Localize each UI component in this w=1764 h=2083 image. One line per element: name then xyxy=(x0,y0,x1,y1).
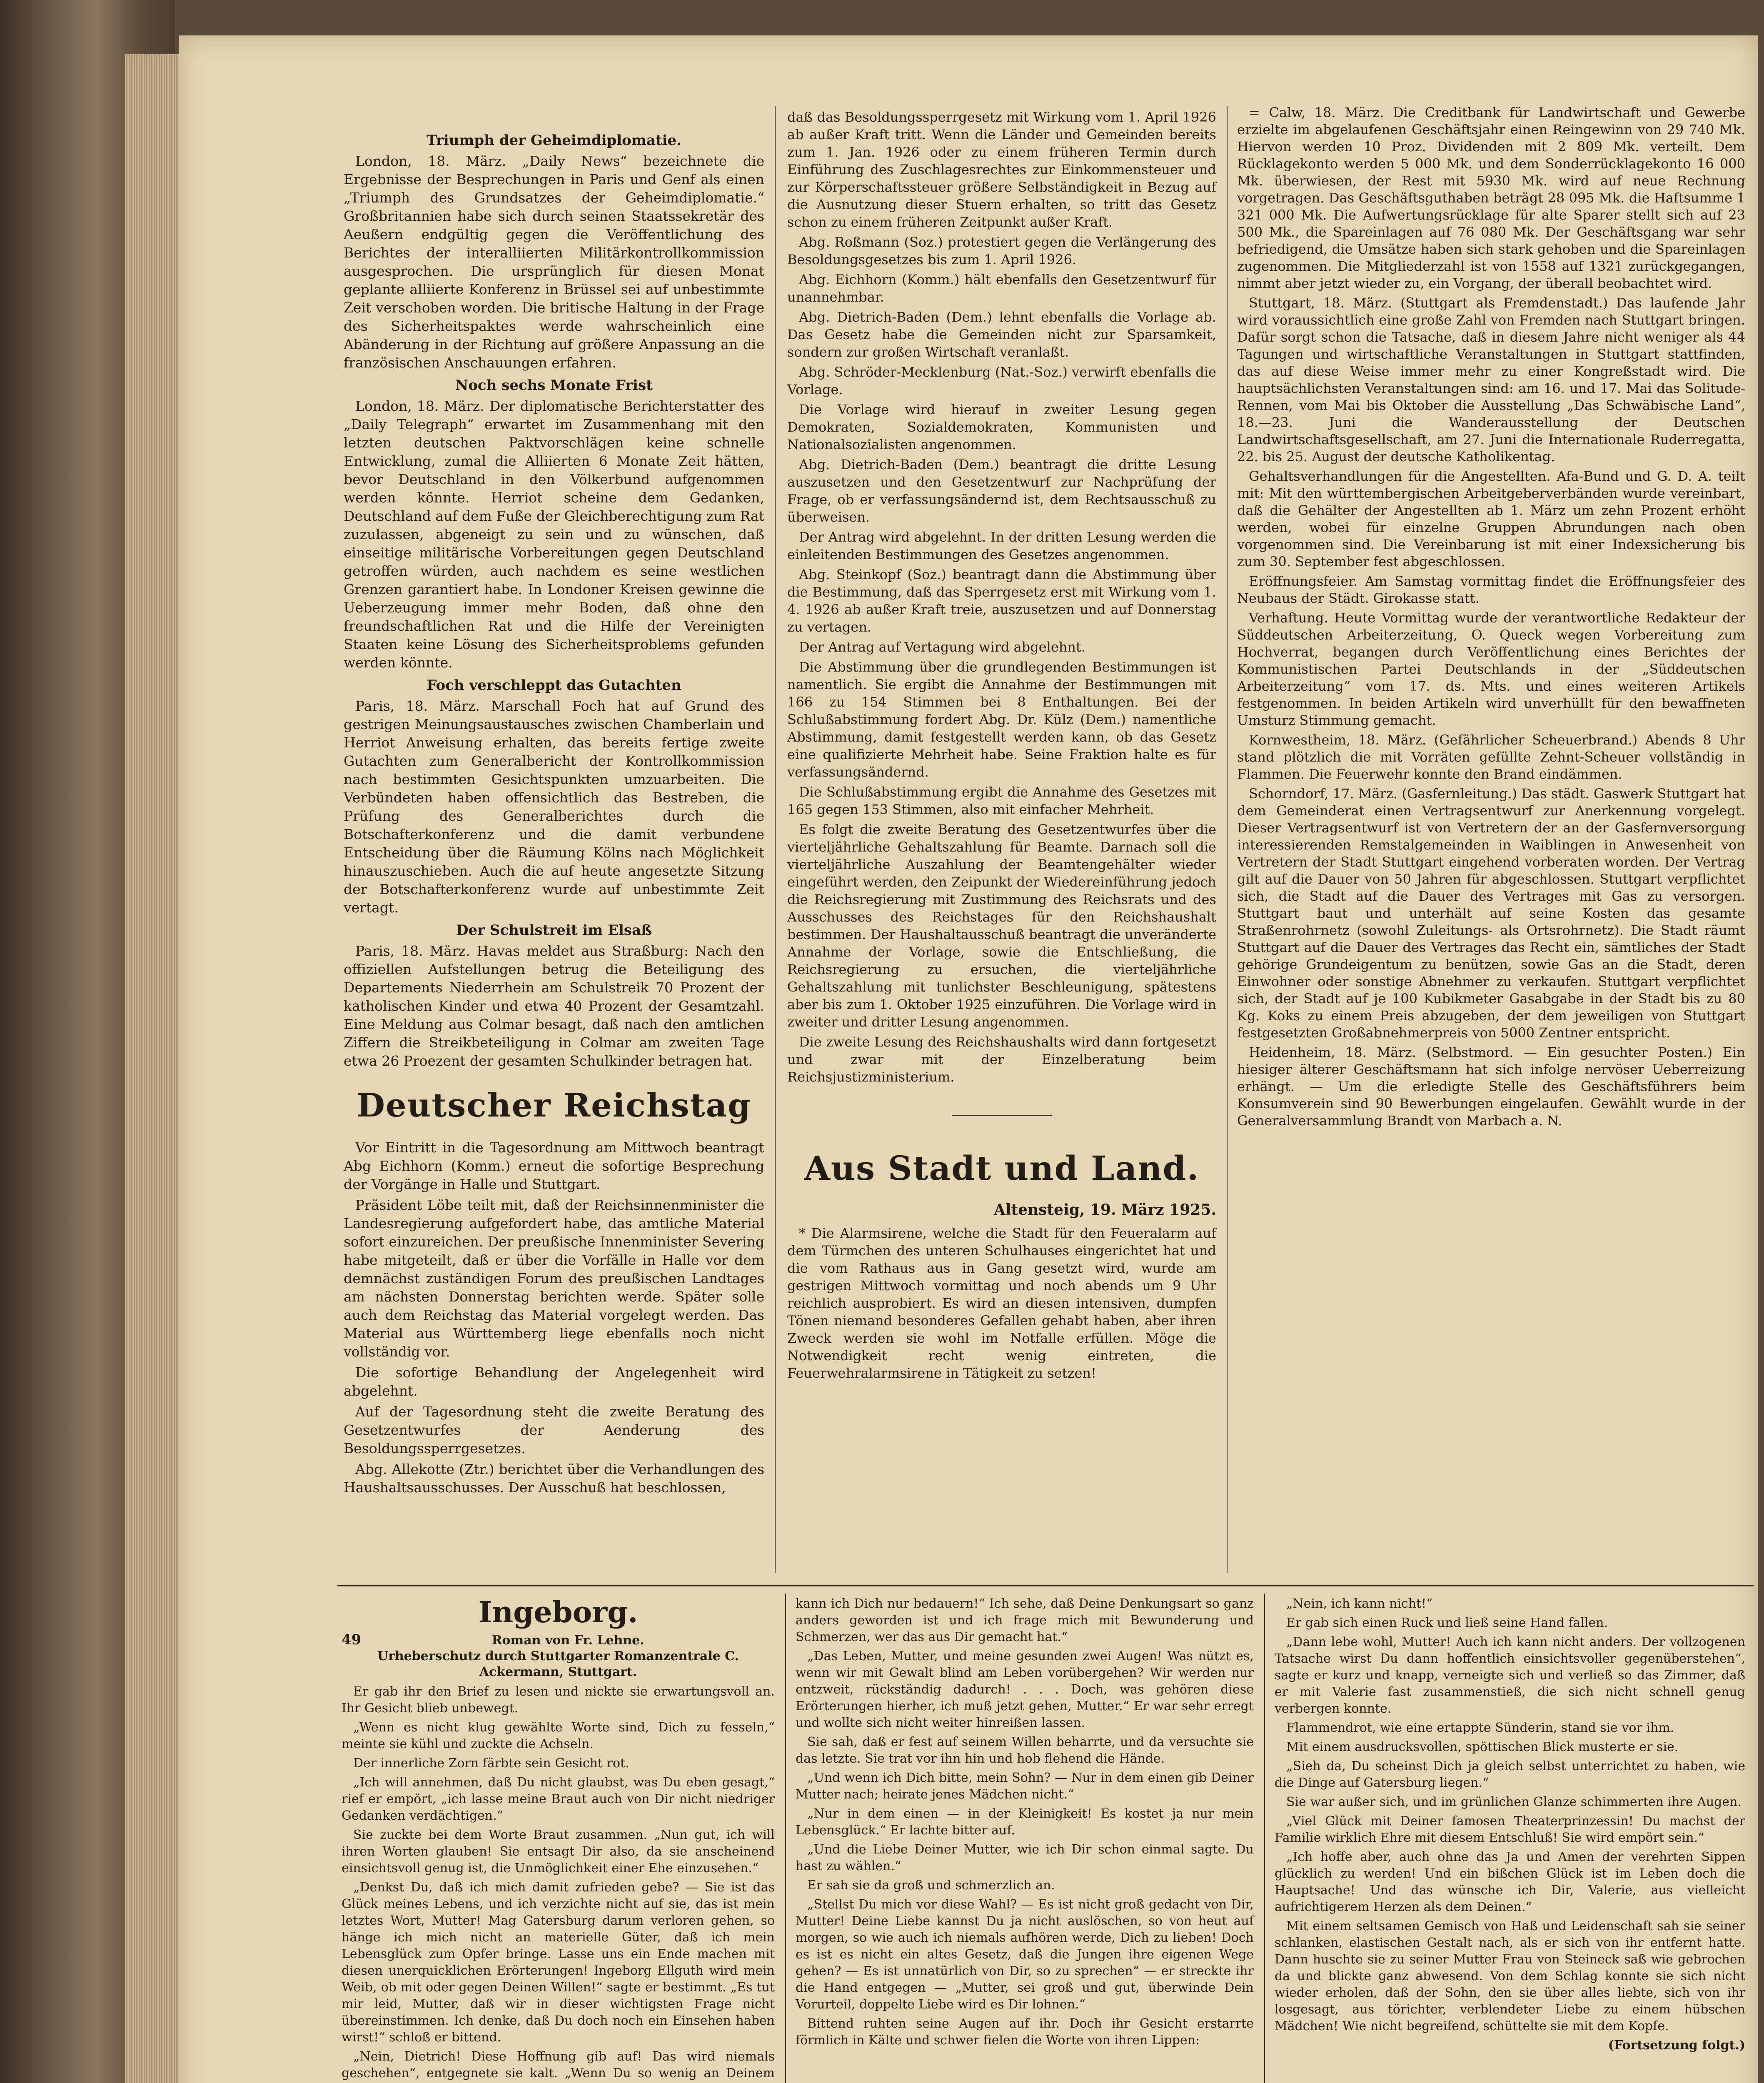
serial-paragraph: Mit einem seltsamen Gemisch von Haß und Leidenschaft sah sie seiner schlanken, elastischen Gestalt nach, als er sich von ihr entfernt hatte. Dann huschte sie zu seiner Mutter Frau von Steineck saß wie gebrochen da und blickte ganz abwesend. Von dem Schlag konnte sie sich nicht wieder erholen, daß der Sohn, den sie über alles liebte, sich von ihr losgesagt, aus törichter, verblendeter Liebe zu einem hübschen Mädchen! Wie nicht begreifend, schüttelte sie mit dem Kopfe. xyxy=(1275,1919,1745,2033)
column-1 xyxy=(344,127,764,1499)
serial-title: Ingeborg. xyxy=(478,1595,638,1629)
headline-geheimdiplomatie: Triumph der Geheimdiplomatie. xyxy=(427,132,681,149)
article-paragraph: Die Schlußabstimmung ergibt die Annahme des Gesetzes mit 165 gegen 153 Stimmen, also mit einfacher Mehrheit. xyxy=(787,784,1216,817)
column-3 xyxy=(1237,104,1745,1132)
serial-paragraph: „Dann lebe wohl, Mutter! Auch ich kann nicht anders. Der vollzogenen Tatsache wirst Du dann hoffentlich einsichtsvoller gegenüberstehen“, sagte er kurz und knapp, verneigte sich und verließ so das Zimmer, daß er mit Valerie fast zusammenstieß, die sich nicht schnell genug verbergen konnte. xyxy=(1275,1635,1745,1716)
serial-paragraph: Flammendrot, wie eine ertappte Sünderin, stand sie vor ihm. xyxy=(1286,1721,1674,1735)
serial-paragraph: Mit einem ausdrucksvollen, spöttischen Blick musterte er sie. xyxy=(1286,1740,1679,1754)
serial-paragraph: Bittend ruhten seine Augen auf ihr. Doch ihr Gesicht erstarrte förmlich in Kälte und schwer fielen die Worte von ihren Lippen: xyxy=(796,2016,1254,2048)
article-paragraph: Paris, 18. März. Havas meldet aus Straßburg: Nach den offiziellen Aufstellungen betrug die Beteiligung des Departements Niederrhein am Schulstreik 70 Prozent der katholischen Kinder und etwa 40 Prozent der Gesamtzahl. Eine Meldung aus Colmar besagt, daß nach den amtlichen Ziffern die Streikbeteiligung in Colmar am zweiten Tage etwa 26 Proezent der gesamten Schulkinder betragen hat. xyxy=(344,943,764,1069)
serial-paragraph: „Viel Glück mit Deiner famosen Theaterprinzessin! Du machst der Familie wirklich Ehre mit diesem Entschluß! Sie wird empört sein.“ xyxy=(1275,1814,1745,1845)
article-paragraph: Der Antrag auf Vertagung wird abgelehnt. xyxy=(799,639,1086,655)
article-paragraph: Schorndorf, 17. März. (Gasfernleitung.) Das städt. Gaswerk Stuttgart hat dem Gemeinderat einen Vertragsentwurf zur Anerkennung vorgelegt. Dieser Vertragsentwurf ist von Vertretern der an der Gasfernversorgung interessierenden Remstalgemeinden in Waiblingen in Anwesenheit von Vertretern der Stadt Stuttgart eingehend vorberaten worden. Der Vertrag gilt auf die Dauer von 50 Jahren für abgeschlossen. Stuttgart verpflichtet sich, die Stadt auf die Dauer des Vertrages mit Gas zu versorgen. Stuttgart baut und unterhält auf seine Kosten das gesamte Straßenrohrnetz (sowohl Zuleitungs- als Ortsrohrnetz). Die Stadt räumt Stuttgart auf die Dauer des Vertrages das Recht ein, sämtliches der Stadt gehörige Grundeigentum zu benützen, sowie Gas an die Stadt, deren Einwohner oder sonstige Abnehmer zu verkaufen. Stuttgart verpflichtet sich, der Stadt auf je 100 Kubikmeter Gasabgabe in der Stadt bis zu 80 Kg. Koks zu einem Preis abzugeben, der dem jeweiligen von Stuttgart festgesetzten Großabnehmerpreis von 5000 Zentner entspricht. xyxy=(1237,786,1745,1041)
article-paragraph: * Die Alarmsirene, welche die Stadt für den Feueralarm auf dem Türmchen des unteren Schulhauses eingerichtet hat und die vom Rathaus aus in Gang gesetzt wird, wurde am gestrigen Mittwoch vormittag und noch abends um 9 Uhr reichlich ausprobiert. Es wird an diesen intensiven, dumpfen Tönen niemand besonderes Gefallen gehabt haben, aber ihren Zweck werden sie wohl im Notfalle erfüllen. Möge die Notwendigkeit recht wenig eintreten, die Feuerwehralarmsirene in Tätigkeit zu setzen! xyxy=(787,1225,1216,1381)
article-paragraph: Präsident Löbe teilt mit, daß der Reichsinnenminister die Landesregierung aufgefordert habe, das amtliche Material sofort einzureichen. Der preußische Innenminister Severing habe mitgeteilt, daß er über die Vorfälle in Halle vor dem demnächst zuständigen Forum des preußischen Landtages am nächsten Donnerstag berichten werde. Später solle auch dem Reichstag das Material vorgelegt werden. Das Material aus Württemberg liege ebenfalls noch nicht vollständig vor. xyxy=(344,1197,764,1360)
newspaper-page xyxy=(179,35,1758,2083)
serial-column-1 xyxy=(342,1596,775,2083)
article-paragraph: Die Abstimmung über die grundlegenden Bestimmungen ist namentlich. Sie ergibt die Annahme der Bestimmungen mit 166 zu 154 Stimmen bei 8 Enthaltungen. Bei der Schlußabstimmung fordert Abg. Dr. Külz (Dem.) namentliche Abstimmung, damit festgestellt werden kann, ob das Gesetz eine qualifizierte Mehrheit habe. Seine Fraktion halte es für verfassungsändernd. xyxy=(787,659,1216,780)
section-title-stadt-land: Aus Stadt und Land. xyxy=(804,1149,1200,1188)
serial-installment-number: 49 xyxy=(342,1631,362,1648)
serial-paragraph: „Nur in dem einen — in der Kleinigkeit! Es kostet ja nur mein Lebensglück.“ Er lachte bitter auf. xyxy=(796,1806,1254,1838)
serial-paragraph: Der innerliche Zorn färbte sein Gesicht rot. xyxy=(353,1756,629,1771)
serial-paragraph: „Und die Liebe Deiner Mutter, wie ich Dir schon einmal sagte. Du hast zu wählen.“ xyxy=(796,1842,1254,1873)
article-paragraph: London, 18. März. „Daily News“ bezeichnete die Ergebnisse der Besprechungen in Paris und Genf als einen „Triumph des Grundsatzes der Geheimdiplomatie.“ Großbritannien habe sich durch seinen Staatssekretär des Aeußern endgültig gegen die Veröffentlichung des Berichtes der interalliierten Militärkontrollkommission ausgesprochen. Die ursprünglich für diesen Monat geplante alliierte Konferenz in Brüssel sei auf unbestimmte Zeit verschoben worden. Die britische Haltung in der Frage des Sicherheitspaktes werde wahrscheinlich eine Abänderung in der Richtung auf größere Anpassung an die französischen Anschauungen erfahren. xyxy=(344,153,764,371)
column-rule-1 xyxy=(775,106,776,1573)
serial-paragraph: „Wenn es nicht klug gewählte Worte sind, Dich zu fesseln,“ meinte sie kühl und zuckte die Achseln. xyxy=(342,1720,775,1751)
article-paragraph: Abg. Dietrich-Baden (Dem.) lehnt ebenfalls die Vorlage ab. Das Gesetz habe die Gemeinden nicht zur Sparsamkeit, sondern zur großen Wirtschaft veranlaßt. xyxy=(787,309,1216,360)
serial-paragraph: Er sah sie da groß und schmerzlich an. xyxy=(807,1878,1055,1893)
headline-sechs-monate: Noch sechs Monate Frist xyxy=(455,377,653,394)
article-paragraph: daß das Besoldungssperrgesetz mit Wirkung vom 1. April 1926 ab außer Kraft tritt. Wenn die Länder und Gemeinden bereits zum 1. Jan. 1926 oder zu einem früheren Termin durch Einführung des Zuschlagesrechtes zur Einkommensteuer und zur Körperschaftssteuer größere Selbständigkeit in Bezug auf die Ausnutzung dieser Stuern erhalten, so tritt das Gesetz schon zu einem früheren Zeitpunkt außer Kraft. xyxy=(787,109,1216,230)
article-paragraph: Abg. Dietrich-Baden (Dem.) beantragt die dritte Lesung auszusetzen und den Gesetzentwurf zur Nachprüfung der Frage, ob er verfassungsändernd ist, dem Rechtsausschuß zu überweisen. xyxy=(787,457,1216,525)
serial-paragraph: „Stellst Du mich vor diese Wahl? — Es ist nicht groß gedacht von Dir, Mutter! Deine Liebe kannst Du ja nicht auslöschen, so von heut auf morgen, so wie auch ich niemals aufhören werde, Dich zu lieben! Doch es ist es nicht ein altes Gesetz, daß die Jungen ihre eigenen Wege gehen? — Es ist unnatürlich von Dir, so zu sprechen“ — er streckte ihr die Hand entgegen — „Mutter, sei groß und gut, überwinde Dein Vorurteil, doppelte Liebe wird es Dir lohnen.“ xyxy=(796,1897,1254,2012)
article-paragraph: Vor Eintritt in die Tagesordnung am Mittwoch beantragt Abg Eichhorn (Komm.) erneut die sofortige Besprechung der Vorgänge in Halle und Stuttgart. xyxy=(344,1139,764,1192)
dateline: Altensteig, 19. März 1925. xyxy=(993,1201,1216,1219)
serial-column-3 xyxy=(1275,1596,1745,2054)
serial-paragraph: „Nein, ich kann nicht!“ xyxy=(1286,1596,1433,1611)
serial-paragraph: „Denkst Du, daß ich mich damit zufrieden gebe? — Sie ist das Glück meines Lebens, und ich verzichte nicht auf sie, das ist mein letztes Wort, Mutter! Mag Gatersburg darum verloren gehen, so hänge ich mich nicht an materielle Güter, daß ich mein Lebensglück zum Opfer bringe. Lasse uns ein Ende machen mit diesen unerquicklichen Erörterungen! Ingeborg Ellguth wird mein Weib, ob mit oder gegen Deinen Willen!“ sagte er bestimmt. „Es tut mir leid, Mutter, daß wir in dieser wichtigsten Frage nicht übereinstimmen. Ich denke, daß Du doch noch ein Einsehen haben wirst!“ schloß er bittend. xyxy=(342,1880,775,2045)
article-paragraph: Die Vorlage wird hierauf in zweiter Lesung gegen Demokraten, Sozialdemokraten, Kommunisten und Nationalsozialisten angenommen. xyxy=(787,402,1216,452)
serial-paragraph: „Nein, Dietrich! Diese Hoffnung gib auf! Das wird niemals geschehen“, entgegnete sie kalt. „Wenn Du so wenig an Deinem xyxy=(342,2049,775,2081)
column-rule-2 xyxy=(1227,106,1228,1573)
article-paragraph: Verhaftung. Heute Vormittag wurde der verantwortliche Redakteur der Süddeutschen Arbeiterzeitung, O. Queck wegen Vorbereitung zum Hochverrat, begangen durch Veröffentlichung eines Berichtes der Kommunistischen Partei Deutschlands in der „Süddeutschen Arbeiterzeitung“ vom 17. ds. Mts. und eines weiteren Artikels festgenommen. In beiden Artikeln wird unverhüllt für den bewaffneten Umsturz Stimmung gemacht. xyxy=(1237,610,1745,728)
article-paragraph: Der Antrag wird abgelehnt. In der dritten Lesung werden die einleitenden Bestimmungen des Gesetzes angenommen. xyxy=(787,529,1216,562)
serial-paragraph: „Sieh da, Du scheinst Dich ja gleich selbst unterrichtet zu haben, wie die Dinge auf Gatersburg liegen.“ xyxy=(1275,1759,1745,1790)
serial-paragraph: „Ich will annehmen, daß Du nicht glaubst, was Du eben gesagt,“ rief er empört, „ich lasse meine Braut auch von Dir nicht niedriger Gedanken verdächtigen.“ xyxy=(342,1775,775,1823)
article-paragraph: Abg. Allekotte (Ztr.) berichtet über die Verhandlungen des Haushaltsausschusses. Der Ausschuß hat beschlossen, xyxy=(344,1461,764,1496)
column-2 xyxy=(787,108,1216,1384)
section-divider xyxy=(952,1115,1052,1116)
serial-paragraph: kann ich Dich nur bedauern!“ Ich sehe, daß Deine Denkungsart so ganz anders geworden ist und ich frage mich mit Bewunderung und Schmerzen, wer das aus Dir gemacht hat.“ xyxy=(796,1596,1254,1644)
serial-continuation-note: (Fortsetzung folgt.) xyxy=(1608,2038,1745,2053)
section-title-reichstag: Deutscher Reichstag xyxy=(357,1086,751,1124)
serial-paragraph: Sie sah, daß er fest auf seinem Willen beharrte, und da versuchte sie das letzte. Sie trat vor ihn hin und hob flehend die Hände. xyxy=(796,1735,1254,1766)
serial-paragraph: „Ich hoffe aber, auch ohne das Ja und Amen der verehrten Sippen glücklich zu werden! Und ein bißchen Glück ist im Leben doch die Hauptsache! Und das wünsche ich Dir, Valerie, aus vielleicht aufrichtigerem Herzen als dem Deinen.“ xyxy=(1275,1850,1745,1914)
article-paragraph: Kornwestheim, 18. März. (Gefährlicher Scheuerbrand.) Abends 8 Uhr stand plötzlich die mit Vorräten gefüllte Zehnt-Scheuer vollständig in Flammen. Die Feuerwehr konnte den Brand eindämmen. xyxy=(1237,732,1745,782)
article-paragraph: Stuttgart, 18. März. (Stuttgart als Fremdenstadt.) Das laufende Jahr wird voraussichtlich eine große Zahl von Fremden nach Stuttgart bringen. Dafür sorgt schon die Tatsache, daß in diesem Jahre nicht weniger als 44 Tagungen und wirtschaftliche Veranstaltungen in Stuttgart stattfinden, das auf diese Weise immer mehr zu einer Kongreßstadt wird. Die hauptsächlichsten Veranstaltungen sind: am 16. und 17. Mai das Solitude-Rennen, vom Mai bis Oktober die Ausstellung „Das Schwäbische Land“, 18.—23. Juni die Wanderausstellung der Deutschen Landwirtschaftsgesellschaft, am 27. Juni die Internationale Ruderregatta, 22. bis 25. August der deutsche Katholikentag. xyxy=(1237,295,1745,465)
article-paragraph: Abg. Schröder-Mecklenburg (Nat.-Soz.) verwirft ebenfalls die Vorlage. xyxy=(787,364,1216,397)
serial-paragraph: Er gab sich einen Ruck und ließ seine Hand fallen. xyxy=(1286,1616,1608,1630)
article-paragraph: = Calw, 18. März. Die Creditbank für Landwirtschaft und Gewerbe erzielte im abgelaufenen Geschäftsjahr einen Reingewinn von 29 740 Mk. Hiervon werden 10 Proz. Dividenden mit 2 809 Mk. verteilt. Dem Rücklagekonto werden 5 000 Mk. und dem Sonderrücklagekonto 16 000 Mk. überwiesen, der Rest mit 5930 Mk. wird auf neue Rechnung vorgetragen. Das Geschäftsguthaben beträgt 28 095 Mk. die Haftsumme 1 321 000 Mk. Die Aufwertungsrücklage für alte Sparer stellt sich auf 23 500 Mk., die Spareinlagen auf 76 080 Mk. Der Geschäftsgang war sehr befriedigend, die Umsätze haben sich stark gehoben und die Spareinlagen zugenommen. Die Mitgliederzahl ist von 1558 auf 1321 zurückgegangen, nimmt aber jetzt wieder zu, ein Vorgang, der überall beobachtet wird. xyxy=(1237,105,1745,291)
article-paragraph: Heidenheim, 18. März. (Selbstmord. — Ein gesuchter Posten.) Ein hiesiger älterer Geschäftsmann hat sich infolge nervöser Ueberreizung erhängt. — Um die erledigte Stelle des Geschäftsführers beim Konsumverein sind 90 Bewerbungen eingelaufen. Gewählt wurde in der Generalversammlung Brandt von Marbach a. N. xyxy=(1237,1044,1745,1129)
serial-paragraph: „Das Leben, Mutter, und meine gesunden zwei Augen! Was nützt es, wenn wir mit Gewalt blind am Leben vorübergehen? Wir werden nur entzweit, rückständig dadurch! . . . Doch, was gehören diese Erörterungen hierher, ich muß jetzt gehen, Mutter.“ Er war sehr erregt und wollte sich nicht weiter hinreißen lassen. xyxy=(796,1649,1254,1730)
serial-paragraph: Sie zuckte bei dem Worte Braut zusammen. „Nun gut, ich will ihren Worten glauben! Sie entsagt Dir also, da sie anscheinend einsichtsvoll genug ist, die Unmöglichkeit einer Ehe einzusehen.“ xyxy=(342,1828,775,1876)
article-paragraph: Abg. Roßmann (Soz.) protestiert gegen die Verlängerung des Besoldungsgesetzes bis zum 1. April 1926. xyxy=(787,234,1216,267)
serial-paragraph: Sie war außer sich, und im grünlichen Glanze schimmerten ihre Augen. xyxy=(1286,1795,1742,1809)
serial-paragraph: „Und wenn ich Dich bitte, mein Sohn? — Nur in dem einen gib Deiner Mutter nach; heirate jenes Mädchen nicht.“ xyxy=(796,1771,1254,1802)
article-paragraph: Abg. Steinkopf (Soz.) beantragt dann die Abstimmung über die Bestimmung, daß das Sperrgesetz erst mit Wirkung vom 1. 4. 1926 ab außer Kraft treie, auszusetzen und auf Donnerstag zu vertagen. xyxy=(787,567,1216,635)
serial-column-2 xyxy=(796,1596,1254,2051)
article-paragraph: Eröffnungsfeier. Am Samstag vormittag findet die Eröffnungsfeier des Neubaus der Städt. Girokasse statt. xyxy=(1237,573,1745,606)
serial-column-rule-2 xyxy=(1264,1593,1265,2083)
article-paragraph: Die zweite Lesung des Reichshaushalts wird dann fortgesetzt und zwar mit der Einzelberatung beim Reichsjustizministerium. xyxy=(787,1034,1216,1085)
article-paragraph: Gehaltsverhandlungen für die Angestellten. Afa-Bund und G. D. A. teilt mit: Mit den württembergischen Arbeitgeberverbänden wurde vereinbart, daß die Gehälter der Angestellten ab 1. März um zehn Prozent erhöht werden, wobei für einzelne Gruppen Abrundungen nach oben vorgenommen sind. Die Vereinbarung ist mit einer Indexsicherung bis zum 30. September fest abgeschlossen. xyxy=(1237,468,1745,569)
article-paragraph: Paris, 18. März. Marschall Foch hat auf Grund des gestrigen Meinungsaustausches zwischen Chamberlain und Herriot Anweisung erhalten, das bereits fertige zweite Gutachten zum Generalbericht der Kontrollkommission nach bestimmten Gesichtspunkten umzuarbeiten. Die Verbündeten haben offensichtlich das Bestreben, die Prüfung des Generalberichtes durch die Botschafterkonferenz und die damit verbundene Entscheidung über die Räumung Kölns nach Möglichkeit hinauszuschieben. Auch die auf heute angesetzte Sitzung der Botschafterkonferenz wurde auf unbestimmte Zeit vertagt. xyxy=(344,698,764,916)
article-paragraph: Die sofortige Behandlung der Angelegenheit wird abgelehnt. xyxy=(344,1364,764,1399)
serial-column-rule-1 xyxy=(785,1593,786,2083)
serial-copyright: Urheberschutz durch Stuttgarter Romanzentrale C. Ackermann, Stuttgart. xyxy=(377,1649,739,1679)
article-paragraph: Es folgt die zweite Beratung des Gesetzentwurfes über die vierteljährliche Gehaltszahlung für Beamte. Darnach soll die vierteljährliche Auszahlung der Beamtengehälter wieder eingeführt werden, den Zeipunkt der Wiedereinführung jedoch die Reichsregierung mit Zustimmung des Reichsrats und des Ausschusses des Reichstages für den Reichshaushalt bestimmen. Der Haushaltausschuß beantragt die unveränderte Annahme der Vorlage, sowie die Entschließung, die Reichsregierung zu ersuchen, die vierteljährliche Gehaltszahlung mit tunlichster Beschleunigung, spätestens aber bis zum 1. Oktober 1925 einzuführen. Die Vorlage wird in zweiter und dritter Lesung angenommen. xyxy=(787,822,1216,1030)
headline-foch: Foch verschleppt das Gutachten xyxy=(427,677,681,694)
serial-author: Roman von Fr. Lehne. xyxy=(492,1633,644,1648)
article-paragraph: London, 18. März. Der diplomatische Berichterstatter des „Daily Telegraph“ erwartet im Zusammenhang mit den letzten deutschen Paktvorschlägen keine schnelle Entwicklung, zumal die Alliierten 6 Monate Zeit hätten, bevor Deutschland in den Völkerbund aufgenommen werden könnte. Herriot scheine dem Gedanken, Deutschland auf dem Fuße der Gleichberechtigung zum Rat zuzulassen, abgeneigt zu sein und zu wünschen, daß einseitige militärische Vorbereitungen gegen Deutschland getroffen würden, auch nachdem es seine westlichen Grenzen garantiert habe. In Londoner Kreisen gewinne die Ueberzeugung immer mehr Boden, daß ohne den freundschaftlichen Rat und die Hilfe der Vereinigten Staaten keine Lösung des Sicherheitsproblems gefunden werden könnte. xyxy=(344,398,764,671)
article-paragraph: Abg. Eichhorn (Komm.) hält ebenfalls den Gesetzentwurf für unannehmbar. xyxy=(787,272,1216,305)
article-paragraph: Auf der Tagesordnung steht die zweite Beratung des Gesetzentwurfes der Aenderung des Besoldungssperrgesetzes. xyxy=(344,1404,764,1456)
serial-paragraph: Er gab ihr den Brief zu lesen und nickte sie erwartungsvoll an. Ihr Gesicht blieb unbewegt. xyxy=(342,1684,775,1716)
headline-schulstreit: Der Schulstreit im Elsaß xyxy=(456,922,652,939)
serial-separator-rule xyxy=(337,1585,1754,1586)
